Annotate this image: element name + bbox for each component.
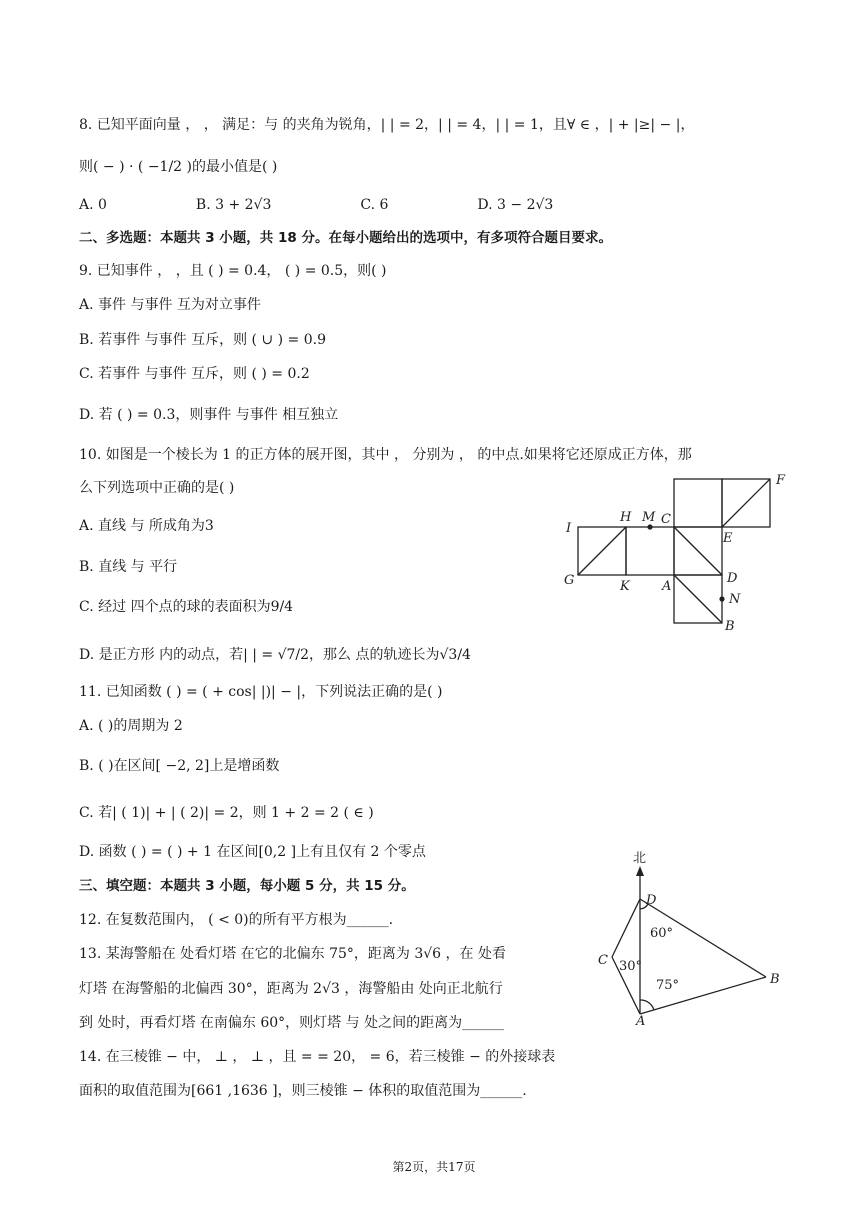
navigation-figure xyxy=(590,846,790,1026)
q9-option-c: C. 若事件 与事件 互斥，则 ( ) = 0.2 xyxy=(79,366,310,382)
q13-line1: 13. 某海警船在 处看灯塔 在它的北偏东 75°，距离为 3√6 ，在 处看 xyxy=(79,946,506,962)
section-2-heading: 二、多选题：本题共 3 小题，共 18 分。在每小题给出的选项中，有多项符合题目要求。 xyxy=(79,230,612,246)
label-b: B xyxy=(725,619,735,634)
label-n: N xyxy=(729,592,741,607)
label-c: C xyxy=(598,953,608,968)
label-d: D xyxy=(727,571,738,586)
label-a: A xyxy=(636,1014,646,1026)
q10-option-d: D. 是正方形 内的动点，若| | = √7/2，那么 点的轨迹长为√3/4 xyxy=(79,647,471,663)
q11-option-c: C. 若| ( 1)| + | ( 2)| = 2，则 1 + 2 = 2 ( ∈ ) xyxy=(79,805,374,821)
label-d: D xyxy=(646,893,657,908)
q13-line3: 到 处时，再看灯塔 在南偏东 60°，则灯塔 与 处之间的距离为______ xyxy=(79,1015,505,1031)
q11-option-a: A. ( )的周期为 2 xyxy=(79,718,183,734)
q14-line1: 14. 在三棱锥 − 中， ⊥ ， ⊥ ，且 = = 20， = 6，若三棱锥 − 的外接球表 xyxy=(79,1049,556,1065)
section-3-heading: 三、填空题：本题共 3 小题，每小题 5 分，共 15 分。 xyxy=(79,878,415,894)
q9-stem: 9. 已知事件 ， ，且 ( ) = 0.4， ( ) = 0.5，则( ) xyxy=(79,263,387,279)
q10-option-c: C. 经过 四个点的球的表面积为9/4 xyxy=(79,599,294,615)
q9-option-d: D. 若 ( ) = 0.3，则事件 与事件 相互独立 xyxy=(79,407,339,423)
q8-options: A. 0 B. 3 + 2√3 C. 6 D. 3 − 2√3 xyxy=(79,197,554,213)
q10-line2: 么下列选项中正确的是( ) xyxy=(79,480,235,496)
q9-option-b: B. 若事件 与事件 互斥，则 ( ∪ ) = 0.9 xyxy=(79,332,326,348)
label-b: B xyxy=(770,972,780,987)
q8-line1: 8. 已知平面向量 ， ， 满足：与 的夹角为锐角，| | = 2，| | = 4，| | = 1，且∀ ∈ ，| + |≥| − |， xyxy=(79,117,695,133)
q11-option-b: B. ( )在区间[ −2, 2]上是增函数 xyxy=(79,758,280,774)
page-footer: 第2页，共17页 xyxy=(392,1160,476,1174)
angle-60: 60° xyxy=(650,926,674,941)
label-m: M xyxy=(642,510,656,525)
north-label: 北 xyxy=(633,851,647,866)
label-c: C xyxy=(661,512,671,527)
q12: 12. 在复数范围内， ( < 0)的所有平方根为______. xyxy=(79,912,394,928)
q8-line2: 则( − ) · ( −1/2 )的最小值是( ) xyxy=(79,159,278,175)
q14-line2: 面积的取值范围为[661 ,1636 ]，则三棱锥 − 体积的取值范围为______. xyxy=(79,1083,527,1099)
angle-75: 75° xyxy=(656,978,680,993)
q10-line1: 10. 如图是一个棱长为 1 的正方体的展开图，其中 ， 分别为 ， 的中点.如果将它还原成正方体，那 xyxy=(79,447,692,463)
q13-line2: 灯塔 在海警船的北偏西 30°，距离为 2√3 ，海警船由 处向正北航行 xyxy=(79,981,503,997)
q10-option-b: B. 直线 与 平行 xyxy=(79,559,178,575)
label-a: A xyxy=(662,579,672,594)
angle-30: 30° xyxy=(619,959,643,974)
label-h: H xyxy=(620,510,632,525)
point-n xyxy=(719,596,724,601)
point-m xyxy=(647,524,652,529)
q11-option-d: D. 函数 ( ) = ( ) + 1 在区间[0,2 ]上有且仅有 2 个零点 xyxy=(79,844,426,860)
label-f: F xyxy=(776,473,786,488)
q10-option-a: A. 直线 与 所成角为3 xyxy=(79,518,214,534)
q11-stem: 11. 已知函数 ( ) = ( + cos| |)| − |，下列说法正确的是( ) xyxy=(79,684,443,700)
q9-option-a: A. 事件 与事件 互为对立事件 xyxy=(79,297,261,313)
cube-net-figure xyxy=(556,470,796,635)
label-k: K xyxy=(620,579,630,594)
label-e: E xyxy=(723,531,733,546)
label-g: G xyxy=(564,573,575,588)
label-i: I xyxy=(566,521,572,536)
